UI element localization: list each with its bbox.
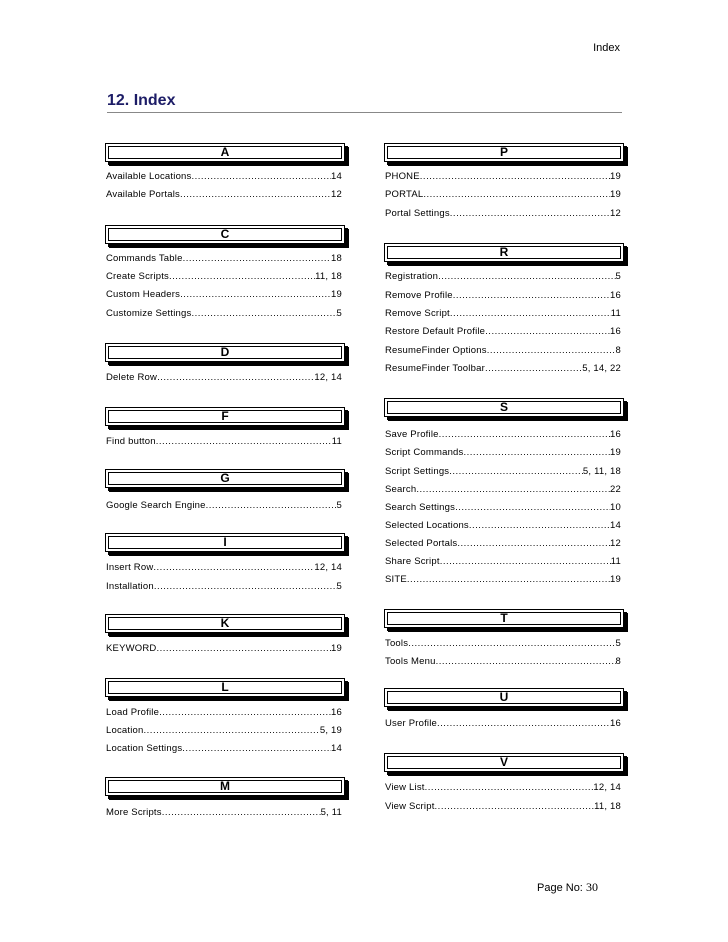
section-header-g: [105, 469, 345, 488]
dot-leader: [180, 288, 331, 302]
index-entry-term: Portal Settings: [385, 208, 450, 219]
index-entry[interactable]: [106, 188, 342, 202]
index-entry-term: Location: [106, 725, 144, 736]
index-entry[interactable]: [385, 501, 621, 515]
index-entry-pages: 11: [610, 308, 621, 319]
index-entry-term: Create Scripts: [106, 271, 169, 282]
dot-leader: [156, 435, 332, 449]
section-letter: D: [220, 345, 230, 359]
index-entry[interactable]: [385, 289, 621, 303]
index-entry-pages: 8: [615, 656, 621, 667]
index-entry-pages: 16: [331, 707, 342, 718]
section-letter: L: [221, 680, 229, 694]
index-entry-pages: 11, 18: [315, 271, 342, 282]
dot-leader: [154, 580, 337, 594]
section-letter: G: [220, 471, 230, 485]
page-number: 30: [585, 880, 598, 894]
index-entry-pages: 12, 14: [314, 372, 342, 383]
index-entry-pages: 19: [331, 643, 342, 654]
dot-leader: [169, 270, 315, 284]
index-entry[interactable]: [385, 537, 621, 551]
index-entry[interactable]: [106, 806, 342, 820]
section-letter: P: [499, 145, 508, 159]
dot-leader: [157, 642, 332, 656]
index-entry-pages: 19: [610, 574, 621, 585]
index-entry-term: Customize Settings: [106, 308, 192, 319]
index-entry-pages: 19: [610, 447, 621, 458]
section-letter: T: [500, 611, 508, 625]
section-letter: F: [221, 409, 229, 423]
index-entry-pages: 11: [331, 436, 342, 447]
page-footer: [537, 880, 598, 895]
section-header-m: [105, 777, 345, 796]
index-entry-term: Registration: [385, 271, 439, 282]
dot-leader: [425, 781, 594, 795]
index-entry[interactable]: [106, 724, 342, 738]
dot-leader: [191, 307, 336, 321]
index-entry-term: PHONE: [385, 171, 420, 182]
dot-leader: [206, 499, 337, 513]
index-entry-term: Delete Row: [106, 372, 158, 383]
dot-leader: [420, 170, 610, 184]
section-letter: S: [499, 400, 508, 414]
index-entry-term: Restore Default Profile: [385, 326, 486, 337]
index-entry-term: Google Search Engine: [106, 500, 206, 511]
section-letter: K: [220, 616, 230, 630]
index-entry[interactable]: [385, 325, 621, 339]
page-title: 12. Index: [107, 92, 176, 109]
index-entry-pages: 5: [336, 500, 342, 511]
index-entry-pages: 5, 14, 22: [582, 363, 621, 374]
dot-leader: [439, 428, 610, 442]
index-entry-pages: 12: [610, 538, 621, 549]
index-entry-term: Remove Script: [385, 308, 450, 319]
index-entry-pages: 19: [610, 189, 621, 200]
dot-leader: [435, 800, 595, 814]
index-entry-term: Script Commands: [385, 447, 464, 458]
section-header-l: [105, 678, 345, 697]
section-letter: A: [220, 145, 230, 159]
dot-leader: [416, 483, 610, 497]
index-entry-term: Installation: [106, 581, 154, 592]
index-entry[interactable]: [385, 428, 621, 442]
index-entry-pages: 11: [610, 556, 621, 567]
index-entry[interactable]: [385, 717, 621, 731]
dot-leader: [407, 573, 610, 587]
dot-leader: [144, 724, 320, 738]
index-entry[interactable]: [106, 307, 342, 321]
dot-leader: [450, 207, 610, 221]
index-entry-pages: 12, 14: [314, 562, 342, 573]
index-entry-term: Search Settings: [385, 502, 456, 513]
section-letter: M: [220, 779, 230, 793]
index-entry-term: KEYWORD: [106, 643, 157, 654]
index-entry-term: Tools Menu: [385, 656, 436, 667]
index-entry[interactable]: [385, 362, 621, 376]
index-entry-pages: 5, 19: [319, 725, 342, 736]
section-header-p: [384, 143, 624, 162]
dot-leader: [485, 325, 610, 339]
index-entry-pages: 5: [615, 638, 621, 649]
index-entry-pages: 8: [615, 345, 621, 356]
index-entry-pages: 14: [610, 520, 621, 531]
index-entry-pages: 16: [610, 326, 621, 337]
index-entry-term: Remove Profile: [385, 290, 453, 301]
section-header-v: [384, 753, 624, 772]
section-header-d: [105, 343, 345, 362]
dot-leader: [440, 555, 611, 569]
index-entry-pages: 5, 11: [320, 807, 342, 818]
index-entry[interactable]: [106, 561, 342, 575]
index-entry-pages: 5: [615, 271, 621, 282]
section-header-s: [384, 398, 624, 417]
index-entry[interactable]: [106, 288, 342, 302]
dot-leader: [450, 307, 611, 321]
dot-leader: [159, 706, 331, 720]
index-entry-term: Available Locations: [106, 171, 192, 182]
page-number-label: Page No:: [537, 882, 583, 894]
section-letter: V: [499, 755, 508, 769]
index-entry-pages: 18: [331, 253, 342, 264]
dot-leader: [457, 537, 610, 551]
section-header-r: [384, 243, 624, 262]
index-entry-term: Selected Portals: [385, 538, 458, 549]
index-entry-term: Load Profile: [106, 707, 160, 718]
index-entry-term: Share Script: [385, 556, 440, 567]
dot-leader: [157, 371, 314, 385]
dot-leader: [449, 465, 583, 479]
section-letter: C: [220, 227, 230, 241]
section-letter: R: [499, 245, 509, 259]
index-entry-pages: 14: [331, 171, 342, 182]
dot-leader: [485, 362, 582, 376]
dot-leader: [180, 188, 331, 202]
index-entry[interactable]: [106, 252, 342, 266]
dot-leader: [162, 806, 321, 820]
dot-leader: [437, 717, 610, 731]
index-entry-pages: 5: [336, 581, 342, 592]
title-divider: [107, 112, 622, 113]
index-entry-term: Save Profile: [385, 429, 439, 440]
dot-leader: [487, 344, 616, 358]
dot-leader: [192, 170, 332, 184]
dot-leader: [455, 501, 610, 515]
index-entry-term: PORTAL: [385, 189, 424, 200]
index-entry-pages: 16: [610, 290, 621, 301]
dot-leader: [469, 519, 610, 533]
dot-leader: [153, 561, 314, 575]
index-entry-pages: 5: [336, 308, 342, 319]
section-header-a: [105, 143, 345, 162]
index-entry-pages: 12: [331, 189, 342, 200]
section-header-i: [105, 533, 345, 552]
dot-leader: [464, 446, 611, 460]
index-entry[interactable]: [106, 642, 342, 656]
index-entry[interactable]: [385, 519, 621, 533]
section-header-f: [105, 407, 345, 426]
index-entry[interactable]: [385, 170, 621, 184]
section-letter: U: [499, 690, 509, 704]
index-entry-term: Insert Row: [106, 562, 154, 573]
index-entry-term: Find button: [106, 436, 156, 447]
index-entry[interactable]: [385, 446, 621, 460]
index-entry-term: Custom Headers: [106, 289, 181, 300]
index-entry-pages: 14: [331, 743, 342, 754]
running-header: Index: [593, 42, 620, 54]
index-entry-term: ResumeFinder Options: [385, 345, 487, 356]
index-entry[interactable]: [385, 270, 621, 284]
dot-leader: [408, 637, 615, 651]
index-entry-term: Location Settings: [106, 743, 183, 754]
section-header-c: [105, 225, 345, 244]
dot-leader: [183, 252, 331, 266]
index-entry-term: Search: [385, 484, 417, 495]
index-entry-term: View Script: [385, 801, 435, 812]
index-entry-term: SITE: [385, 574, 407, 585]
index-entry-term: Available Portals: [106, 189, 180, 200]
index-entry-pages: 19: [610, 171, 621, 182]
index-entry[interactable]: [385, 555, 621, 569]
index-entry[interactable]: [385, 655, 621, 669]
index-entry[interactable]: [106, 371, 342, 385]
index-entry[interactable]: [106, 580, 342, 594]
index-entry-term: ResumeFinder Toolbar: [385, 363, 485, 374]
index-entry-pages: 10: [610, 502, 621, 513]
index-entry-pages: 19: [331, 289, 342, 300]
index-entry[interactable]: [385, 637, 621, 651]
index-entry[interactable]: [385, 781, 621, 795]
index-entry[interactable]: [385, 207, 621, 221]
index-entry-term: Tools: [385, 638, 409, 649]
section-header-t: [384, 609, 624, 628]
index-entry-pages: 11, 18: [594, 801, 621, 812]
index-entry[interactable]: [106, 499, 342, 513]
index-entry[interactable]: [385, 188, 621, 202]
dot-leader: [182, 742, 331, 756]
index-entry[interactable]: [385, 800, 621, 814]
index-entry-pages: 22: [610, 484, 621, 495]
index-entry-pages: 12, 14: [593, 782, 621, 793]
index-entry[interactable]: [385, 307, 621, 321]
index-entry[interactable]: [106, 170, 342, 184]
index-entry-pages: 16: [610, 718, 621, 729]
index-entry-term: Selected Locations: [385, 520, 469, 531]
index-entry[interactable]: [106, 706, 342, 720]
index-entry-term: Script Settings: [385, 466, 450, 477]
dot-leader: [423, 188, 610, 202]
index-entry[interactable]: [385, 344, 621, 358]
index-entry-term: Commands Table: [106, 253, 183, 264]
dot-leader: [438, 270, 615, 284]
dot-leader: [453, 289, 610, 303]
section-header-k: [105, 614, 345, 633]
index-entry-term: View List: [385, 782, 425, 793]
index-entry[interactable]: [106, 435, 342, 449]
index-entry[interactable]: [385, 573, 621, 587]
index-entry-pages: 16: [610, 429, 621, 440]
index-entry-pages: 5, 11, 18: [582, 466, 621, 477]
index-entry-pages: 12: [610, 208, 621, 219]
dot-leader: [436, 655, 616, 669]
index-entry[interactable]: [385, 483, 621, 497]
index-entry-term: User Profile: [385, 718, 438, 729]
section-letter: I: [223, 535, 227, 549]
index-entry[interactable]: [106, 270, 342, 284]
index-entry-term: More Scripts: [106, 807, 162, 818]
section-header-u: [384, 688, 624, 707]
index-entry[interactable]: [106, 742, 342, 756]
index-entry[interactable]: [385, 465, 621, 479]
